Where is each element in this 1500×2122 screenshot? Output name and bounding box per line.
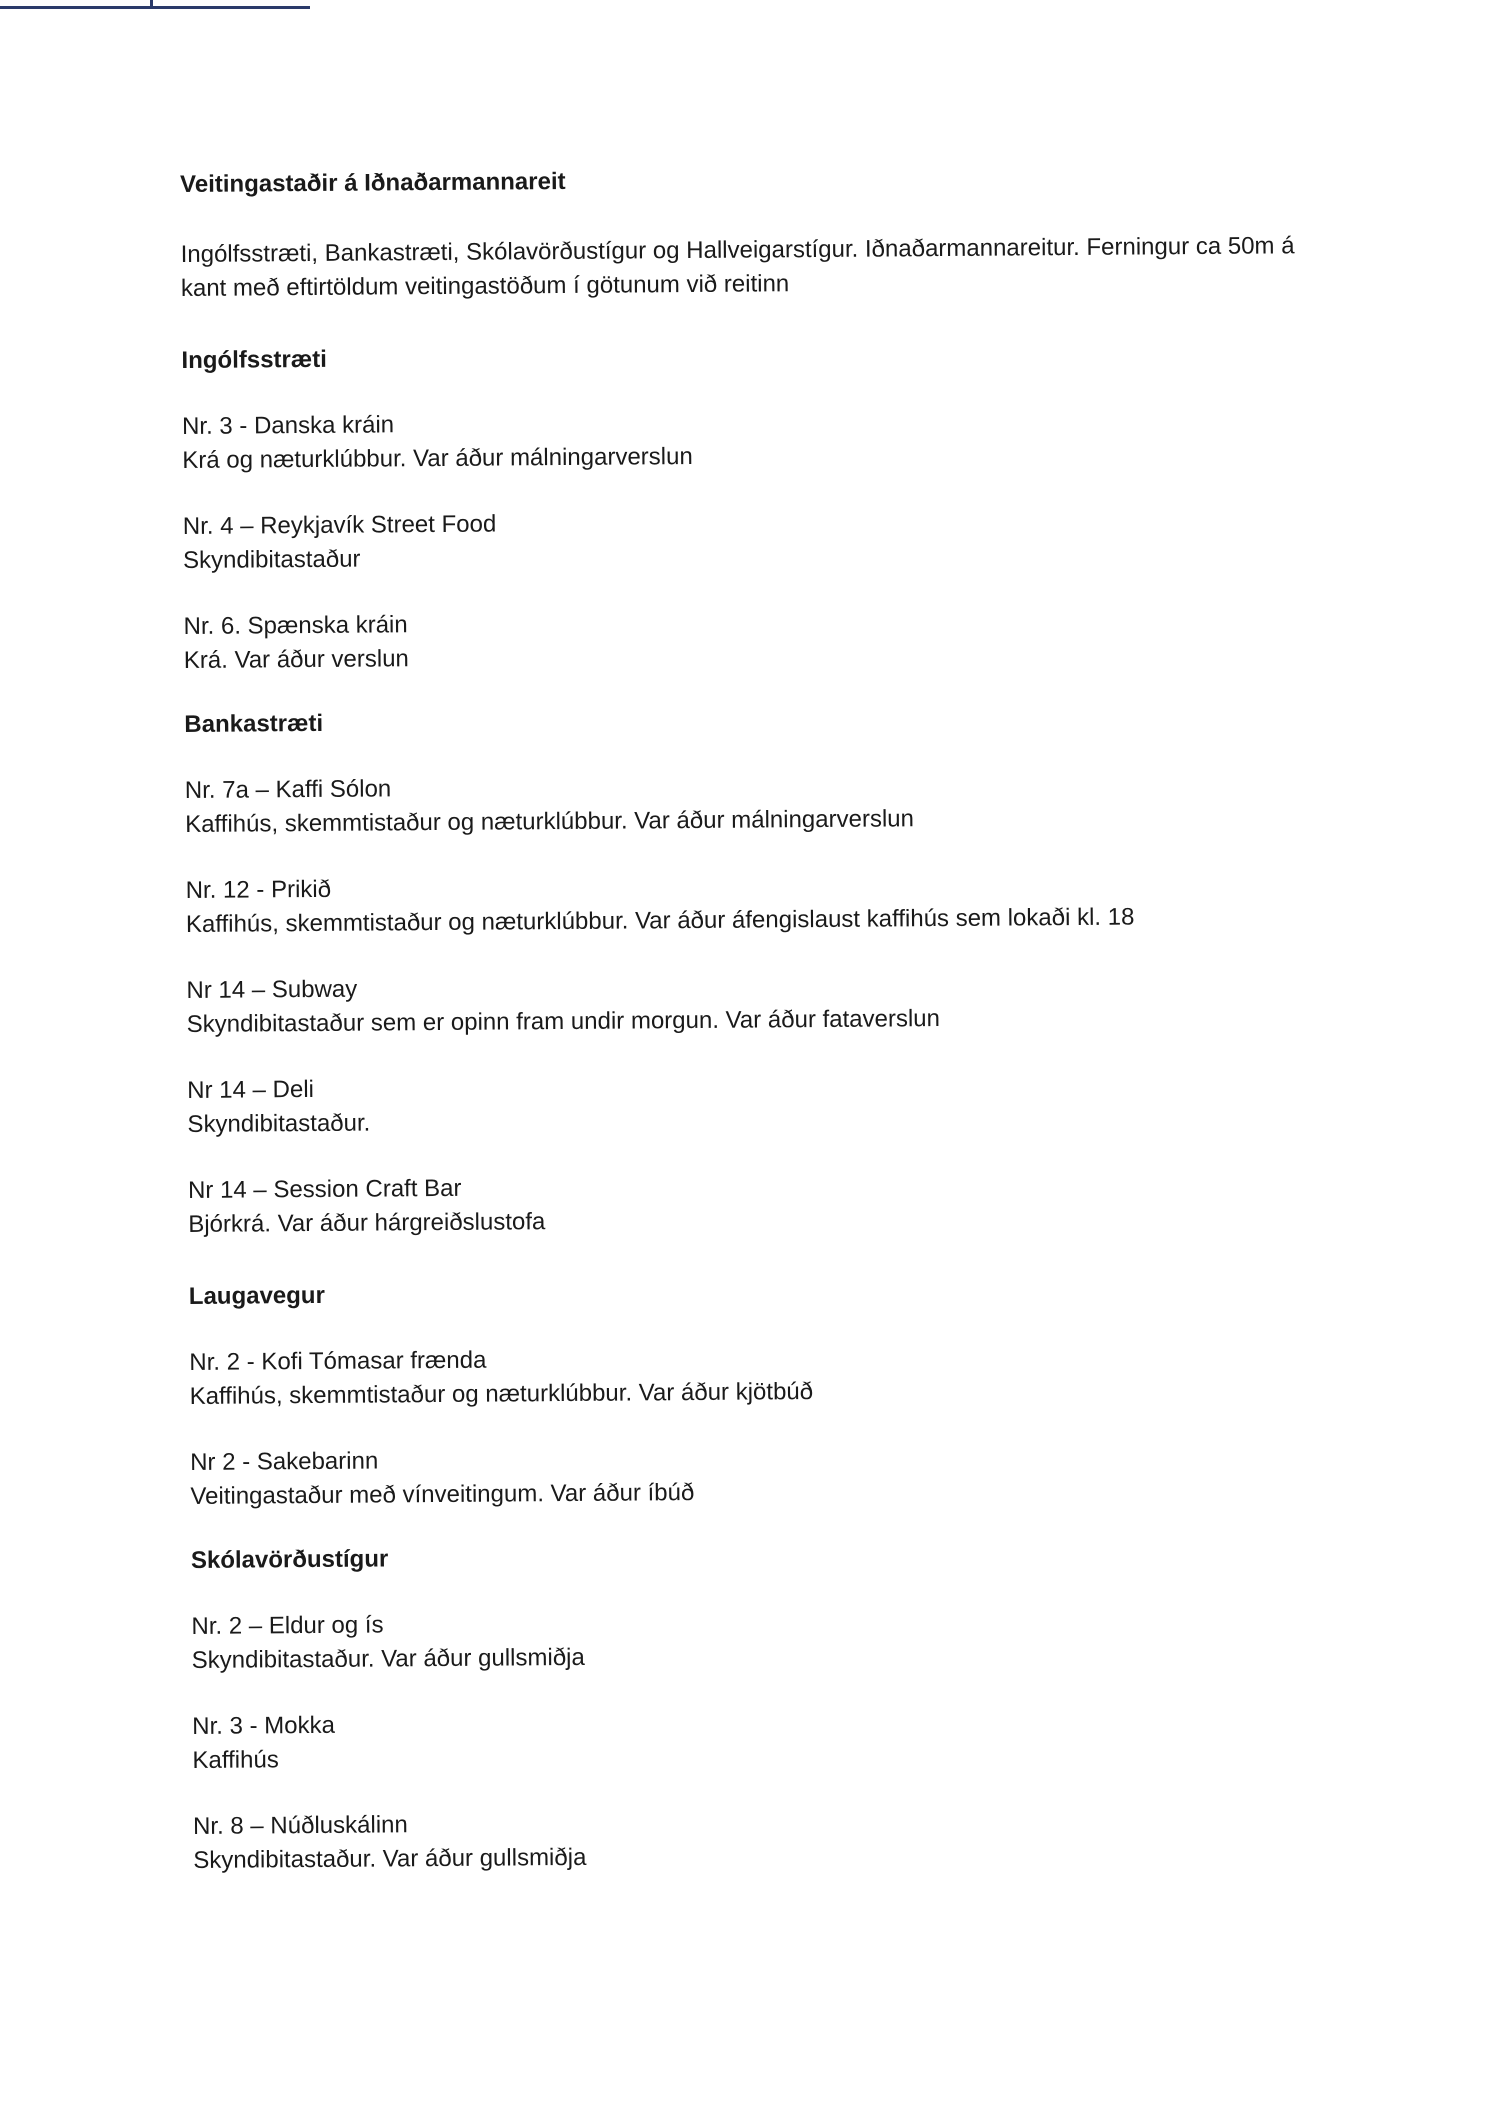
entry-name: Nr. 3 - Mokka xyxy=(192,1711,336,1740)
section-heading: Ingólfsstræti xyxy=(181,345,327,374)
entry-description: Skyndibitastaður. Var áður gullsmiðja xyxy=(191,1643,585,1674)
document-title: Veitingastaðir á Iðnaðarmannareit xyxy=(180,167,566,198)
list-item xyxy=(183,501,1343,578)
document-intro: Ingólfsstræti, Bankastræti, Skólavörðustígur og Hallveigarstígur. Iðnaðarmannareitur. Ferningur ca 50m á kant með eftirtöldum veitingastöðum í götunum við reitinn xyxy=(180,232,1295,302)
entry-description: Kaffihús xyxy=(192,1746,279,1774)
entry-description: Krá og næturklúbbur. Var áður málningarverslun xyxy=(182,442,693,474)
entry-description: Bjórkrá. Var áður hárgreiðslustofa xyxy=(188,1208,546,1238)
entry-description: Veitingastaður með vínveitingum. Var áður íbúð xyxy=(190,1479,695,1510)
entry-name: Nr. 7a – Kaffi Sólon xyxy=(184,775,392,804)
list-item xyxy=(187,1065,1347,1142)
list-item xyxy=(191,1601,1351,1678)
list-item xyxy=(188,1165,1348,1242)
entry-name: Nr 14 – Session Craft Bar xyxy=(187,1174,462,1204)
entry-name: Nr 14 – Subway xyxy=(186,975,358,1004)
entry-description: Skyndibitastaður. Var áður gullsmiðja xyxy=(193,1843,587,1874)
list-item xyxy=(192,1701,1352,1778)
section-heading: Laugavegur xyxy=(188,1281,325,1310)
entry-name: Nr. 12 - Prikið xyxy=(185,875,332,904)
entry-description: Kaffihús, skemmtistaður og næturklúbbur. Var áður kjötbúð xyxy=(189,1378,814,1410)
scan-edge-mark xyxy=(0,0,310,9)
entry-name: Nr. 3 - Danska kráin xyxy=(181,411,395,440)
list-item xyxy=(182,401,1342,478)
section-ingolfsstraeti xyxy=(181,337,1344,678)
section-skolavordustigur xyxy=(191,1537,1354,1878)
list-item xyxy=(183,601,1343,678)
entry-name: Nr. 6. Spænska kráin xyxy=(183,611,408,640)
section-heading: Bankastræti xyxy=(184,709,324,738)
entry-name: Nr. 4 – Reykjavík Street Food xyxy=(182,510,497,540)
entry-name: Nr. 2 – Eldur og ís xyxy=(191,1611,384,1640)
section-bankastraeti xyxy=(184,701,1348,1242)
entry-name: Nr. 8 – Núðluskálinn xyxy=(192,1811,408,1840)
entry-description: Skyndibitastaður. xyxy=(187,1109,371,1138)
entry-description: Kaffihús, skemmtistaður og næturklúbbur. Var áður áfengislaust kaffihús sem lokaði kl. 18 xyxy=(185,903,1135,938)
document-page xyxy=(180,161,1354,1910)
entry-name: Nr 2 - Sakebarinn xyxy=(190,1447,379,1476)
entry-description: Skyndibitastaður sem er opinn fram undir morgun. Var áður fataverslun xyxy=(186,1005,941,1038)
list-item xyxy=(185,765,1345,842)
scan-edge-tick xyxy=(150,0,153,9)
section-heading: Skólavörðustígur xyxy=(190,1545,389,1574)
entry-description: Krá. Var áður verslun xyxy=(183,645,409,674)
list-item xyxy=(189,1337,1349,1414)
list-item xyxy=(190,1437,1350,1514)
list-item xyxy=(193,1801,1353,1878)
list-item xyxy=(186,965,1346,1042)
list-item xyxy=(186,865,1346,942)
entry-name: Nr. 2 - Kofi Tómasar frænda xyxy=(189,1346,487,1376)
section-laugavegur xyxy=(189,1273,1351,1514)
entry-description: Skyndibitastaður xyxy=(182,545,361,574)
entry-description: Kaffihús, skemmtistaður og næturklúbbur. Var áður málningarverslun xyxy=(185,805,915,838)
entry-name: Nr 14 – Deli xyxy=(187,1075,315,1104)
